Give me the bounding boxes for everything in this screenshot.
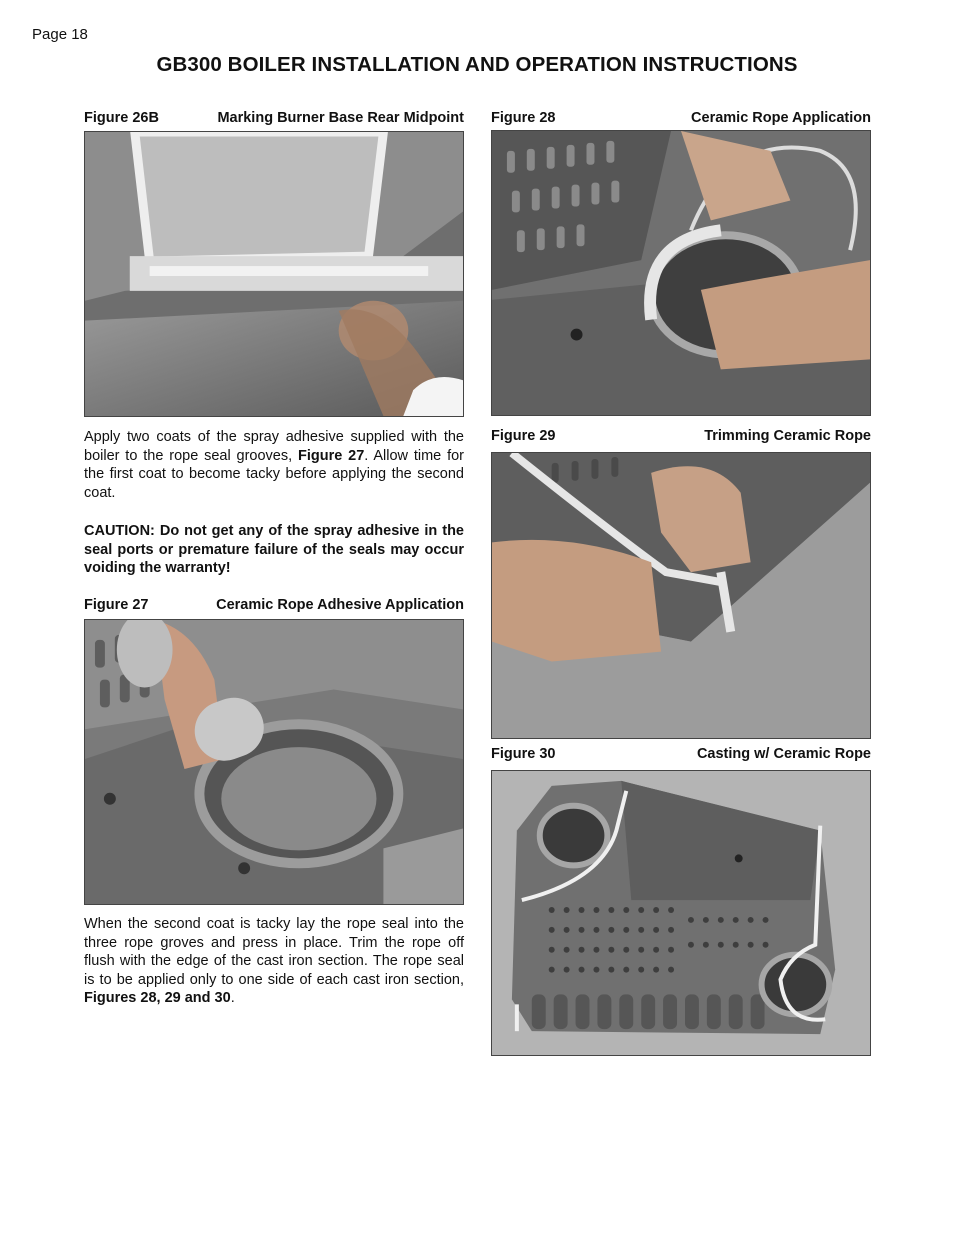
figure-28-caption [491, 110, 871, 128]
adhesive-spray-photo [85, 620, 463, 904]
rope-seal-instructions: When the second coat is tacky lay the rope seal into the three rope groves and press in place. Trim the rope off flush with the edge of the cast iron section. The rope seal is to be applied only to one side of each cast iron section, Figures 28, 29 and 30. [84, 916, 464, 1007]
figures-28-30-ref: Figures 28, 29 and 30 [84, 990, 231, 1007]
figure-number: Figure 28 [491, 110, 556, 126]
figure-27-ref: Figure 27 [298, 447, 365, 464]
caution-note: CAUTION: Do not get any of the spray adhesive in the seal ports or premature failure of the seals may occur voiding the warranty! [84, 523, 464, 577]
figure-title: Ceramic Rope Application [691, 110, 871, 126]
figure-number: Figure 26B [84, 110, 159, 126]
figure-29-caption [491, 428, 871, 446]
page-number: Page 18 [32, 26, 88, 43]
document-title: GB300 BOILER INSTALLATION AND OPERATION INSTRUCTIONS [156, 53, 798, 76]
figure-29-photo [491, 452, 871, 739]
figure-26b-caption [84, 110, 464, 128]
figure-30-caption [491, 746, 871, 764]
figure-number: Figure 27 [84, 597, 149, 613]
figure-number: Figure 29 [491, 428, 556, 444]
figure-title: Ceramic Rope Adhesive Application [216, 597, 464, 613]
rope-trimming-photo [492, 453, 870, 738]
figure-27-photo [84, 619, 464, 905]
casting-with-rope-photo [492, 771, 870, 1055]
burner-base-photo [85, 132, 463, 416]
figure-title: Marking Burner Base Rear Midpoint [217, 110, 464, 126]
figure-28-photo [491, 130, 871, 416]
rope-application-photo [492, 131, 870, 415]
figure-title: Trimming Ceramic Rope [704, 428, 871, 444]
figure-30-photo [491, 770, 871, 1056]
figure-title: Casting w/ Ceramic Rope [696, 746, 871, 762]
figure-26b-photo [84, 131, 464, 417]
adhesive-instructions: Apply two coats of the spray adhesive supplied with the boiler to the rope seal grooves, Figure 27. Allow time for the first coat to become tacky before applying the second coat. [84, 429, 464, 501]
figure-27-caption [84, 597, 464, 615]
figure-number: Figure 30 [491, 746, 556, 762]
